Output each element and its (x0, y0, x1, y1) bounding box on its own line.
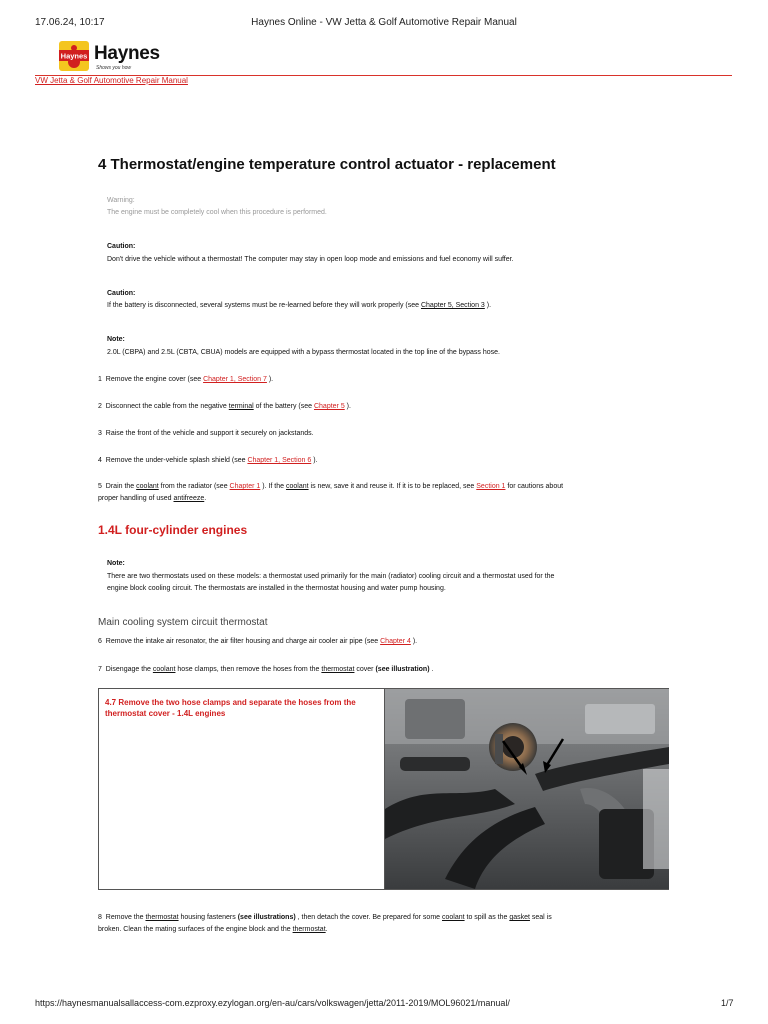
warning-label: Warning: (107, 197, 135, 204)
glossary-link[interactable]: coolant (152, 666, 176, 673)
haynes-logo[interactable] (58, 40, 170, 72)
section-title: 1.4L four-cylinder engines (98, 523, 248, 537)
note-label: Note: (107, 336, 125, 343)
section-link[interactable]: Section 1 (476, 483, 506, 490)
print-page-title: Haynes Online - VW Jetta & Golf Automotive Repair Manual (251, 17, 517, 28)
page-number: 1/7 (721, 998, 734, 1008)
subsection-title: Main cooling system circuit thermostat (98, 617, 268, 628)
chapter-link[interactable]: Chapter 4 (380, 638, 411, 645)
illustration-ref[interactable]: (see illustrations) (237, 914, 296, 921)
note-label: Note: (107, 560, 125, 567)
step-7: 7 Disengage the coolant hose clamps, then remove the hoses from the thermostat cover (see illustration) . (98, 666, 434, 673)
step-2: 2 Disconnect the cable from the negative terminal of the battery (see Chapter 5 ). (98, 403, 351, 410)
figure-caption: 4.7 Remove the two hose clamps and separate the hoses from the thermostat cover - 1.4L engines (105, 698, 356, 718)
chapter-link[interactable]: Chapter 5, Section 3 (420, 302, 485, 309)
illustration-ref[interactable]: (see illustration) (375, 666, 430, 673)
logo-wordmark: Haynes (94, 43, 160, 64)
step-8: 8 Remove the thermostat housing fasteners (see illustrations) , then detach the cover. Be prepared for some coolant to spill as the gasket seal is broken. Clean the mating surfaces of the engine block and the thermostat. (98, 914, 552, 933)
breadcrumb-manual-link[interactable]: VW Jetta & Golf Automotive Repair Manual (35, 76, 188, 85)
print-datetime: 17.06.24, 10:17 (35, 17, 105, 28)
chapter-link[interactable]: Chapter 1, Section 7 (203, 376, 267, 383)
badge-text: Haynes (60, 51, 88, 61)
chapter-link[interactable]: Chapter 1 (229, 483, 261, 490)
glossary-link[interactable]: coolant (442, 914, 465, 921)
glossary-link[interactable]: thermostat (145, 914, 179, 921)
footer-url: https://haynesmanualsallaccess-com.ezproxy.ezylogan.org/en-au/cars/volkswagen/jetta/2011-2019/MOL96021/manual/ (35, 998, 510, 1008)
glossary-link[interactable]: coolant (285, 483, 309, 490)
caution-text: If the battery is disconnected, several systems must be re-learned before they will work properly (see Chapter 5, Section 3 ). (107, 302, 492, 309)
caution-text: Don't drive the vehicle without a thermostat! The computer may stay in open loop mode and emissions and fuel economy will suffer. (107, 256, 514, 263)
chapter-link[interactable]: Chapter 5 (313, 403, 345, 410)
step-5: 5 Drain the coolant from the radiator (see Chapter 1 ). If the coolant is new, save it and reuse it. If it is to be replaced, see Section 1 for cautions about proper handling of used antifreeze. (98, 483, 564, 502)
glossary-link[interactable]: terminal (228, 403, 254, 410)
caution-label: Caution: (107, 243, 136, 250)
figure-4-7 (98, 688, 669, 890)
glossary-link[interactable]: thermostat (292, 925, 326, 933)
glossary-link[interactable]: thermostat (321, 666, 355, 673)
glossary-link[interactable]: coolant (136, 483, 159, 490)
caution-label: Caution: (107, 290, 136, 297)
warning-text: The engine must be completely cool when this procedure is performed. (107, 209, 327, 216)
glossary-link[interactable]: gasket (509, 914, 530, 921)
engine-photo[interactable] (384, 689, 669, 889)
note-text: There are two thermostats used on these models: a thermostat used primarily for the main (radiator) cooling circuit and a thermostat used for the engine block cooling circuit. The thermostats are installed in the thermostat housing and water pump housing. (107, 573, 555, 592)
step-6: 6 Remove the intake air resonator, the air filter housing and charge air cooler air pipe (see Chapter 4 ). (98, 638, 418, 645)
step-1: 1 Remove the engine cover (see Chapter 1, Section 7 ). (98, 376, 274, 383)
chapter-link[interactable]: Chapter 1, Section 6 (247, 457, 312, 464)
note-text: 2.0L (CBPA) and 2.5L (CBTA, CBUA) models are equipped with a bypass thermostat located in the top line of the bypass hose. (107, 349, 500, 356)
logo-tagline: Shows you how (96, 65, 132, 71)
haynes-badge-icon (58, 40, 90, 72)
glossary-link[interactable]: antifreeze (173, 494, 205, 502)
page-title: 4 Thermostat/engine temperature control actuator - replacement (98, 156, 556, 173)
step-3: 3 Raise the front of the vehicle and support it securely on jackstands. (98, 430, 314, 437)
step-4: 4 Remove the under-vehicle splash shield (see Chapter 1, Section 6 ). (98, 457, 318, 464)
